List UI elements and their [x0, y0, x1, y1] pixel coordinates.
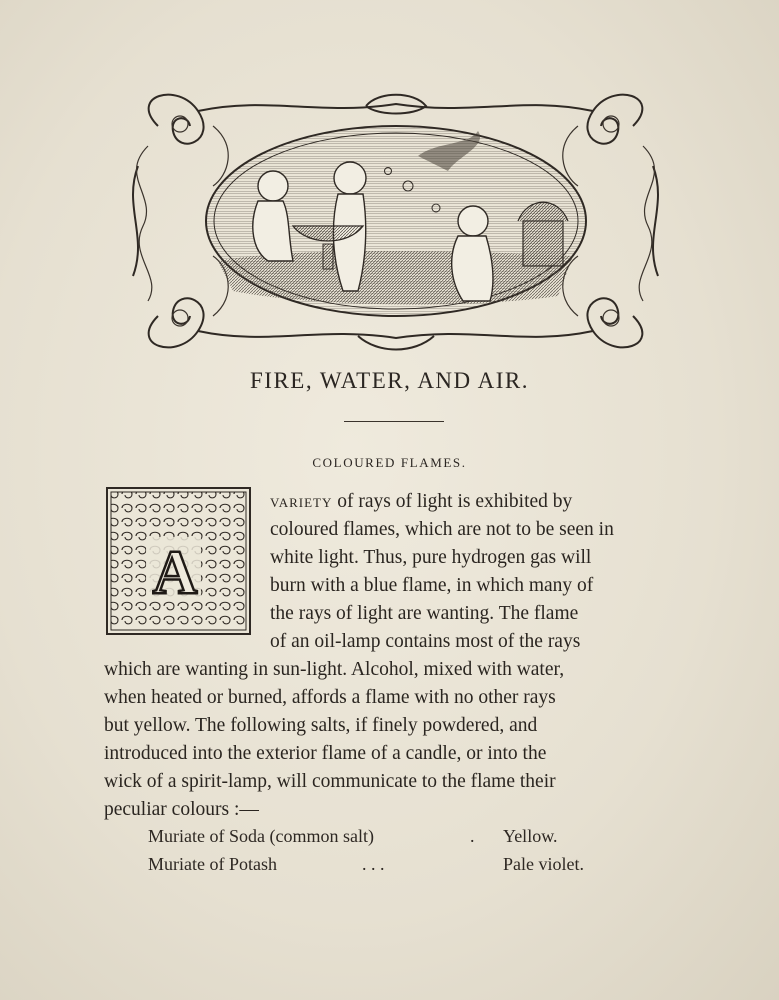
section-heading: COLOURED FLAMES.: [312, 455, 467, 470]
body-line-4: burn with a blue flame, in which many of: [270, 575, 594, 596]
salt-name-1: Muriate of Soda (common salt): [148, 826, 374, 846]
title-divider: [344, 421, 444, 422]
salt-leader-1: .: [470, 826, 475, 846]
first-word-small-caps: VARIETY: [270, 495, 333, 510]
body-line-9: but yellow. The following salts, if finely powdered, and: [104, 715, 538, 736]
body-line-5: the rays of light are wanting. The flame: [270, 603, 579, 624]
chapter-title: FIRE, WATER, AND AIR.: [250, 368, 529, 393]
body-line-1: VARIETY of rays of light is exhibited by: [270, 491, 573, 512]
body-line-7: which are wanting in sun-light. Alcohol, mixed with water,: [104, 659, 565, 680]
decorated-initial-letter: [106, 487, 251, 635]
body-line-11: wick of a spirit-lamp, will communicate to the flame their: [104, 771, 556, 792]
body-line-12: peculiar colours :—: [104, 799, 259, 820]
salt-colour-1: Yellow.: [503, 826, 558, 846]
salt-colour-2: Pale violet.: [503, 854, 584, 874]
body-line-2: coloured flames, which are not to be seen in: [270, 519, 614, 540]
body-line-3: white light. Thus, pure hydrogen gas will: [270, 547, 592, 568]
body-line-8: when heated or burned, affords a flame with no other rays: [104, 687, 556, 708]
body-line-10: introduced into the exterior flame of a candle, or into the: [104, 743, 547, 764]
drop-cap-letter: A: [152, 539, 198, 607]
engraved-vignette-illustration: [118, 86, 673, 356]
salt-name-2: Muriate of Potash: [148, 854, 277, 874]
body-line-6: of an oil-lamp contains most of the rays: [270, 631, 581, 652]
salt-leader-2: . . .: [362, 854, 385, 874]
